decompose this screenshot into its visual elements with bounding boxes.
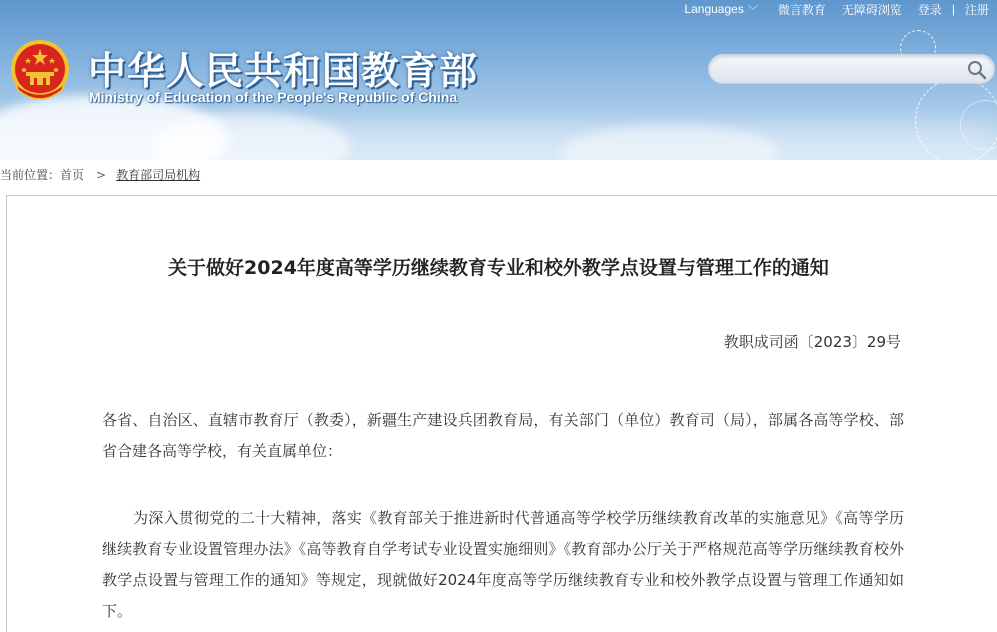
weibo-link[interactable]: 微言教育	[777, 2, 826, 17]
national-emblem-icon[interactable]	[8, 38, 72, 102]
article-body-paragraph: 为深入贯彻党的二十大精神，落实《教育部关于推进新时代普通高等学校学历继续教育改革的实施意见》《高等学历继续教育专业设置管理办法》《高等教育自学考试专业设置实施细则》《教育部办公厅关于严格规范高等学历继续教育校外教学点设置与管理工作的通知》等规定，现就做好2024年度高等学历继续教育专业和校外教学点设置与管理工作通知如下。	[102, 509, 904, 620]
search-input[interactable]	[721, 59, 961, 79]
article-recipients: 各省、自治区、直辖市教育厅（教委），新疆生产建设兵团教育局，有关部门（单位）教育司（局），部属各高等学校、部省合建各高等学校，有关直属单位：	[102, 411, 904, 460]
nav-separator: |	[951, 2, 955, 16]
languages-label: Languages	[684, 2, 744, 16]
site-title[interactable]: 中华人民共和国教育部	[88, 49, 479, 93]
breadcrumb	[0, 166, 200, 182]
document-number: 教职成司函〔2023〕29号	[723, 333, 901, 351]
search-box	[708, 54, 995, 84]
register-link[interactable]: 注册	[964, 2, 989, 17]
chevron-down-icon: ﹀	[747, 5, 758, 17]
search-icon[interactable]	[966, 59, 988, 81]
login-link[interactable]: 登录	[917, 2, 942, 17]
languages-dropdown[interactable]	[684, 2, 757, 17]
top-nav	[684, 0, 997, 18]
accessibility-link[interactable]: 无障碍浏览	[841, 2, 902, 17]
article-title: 关于做好2024年度高等学历继续教育专业和校外教学点设置与管理工作的通知	[168, 257, 829, 279]
breadcrumb-arrow-icon: >	[96, 167, 107, 182]
site-subtitle: Ministry of Education of the People's Republic of China	[89, 89, 458, 105]
breadcrumb-label: 当前位置：	[0, 168, 61, 182]
breadcrumb-current-link[interactable]: 教育部司局机构	[116, 168, 201, 182]
breadcrumb-home-link[interactable]: 首页	[60, 168, 85, 182]
site-header	[0, 0, 997, 160]
